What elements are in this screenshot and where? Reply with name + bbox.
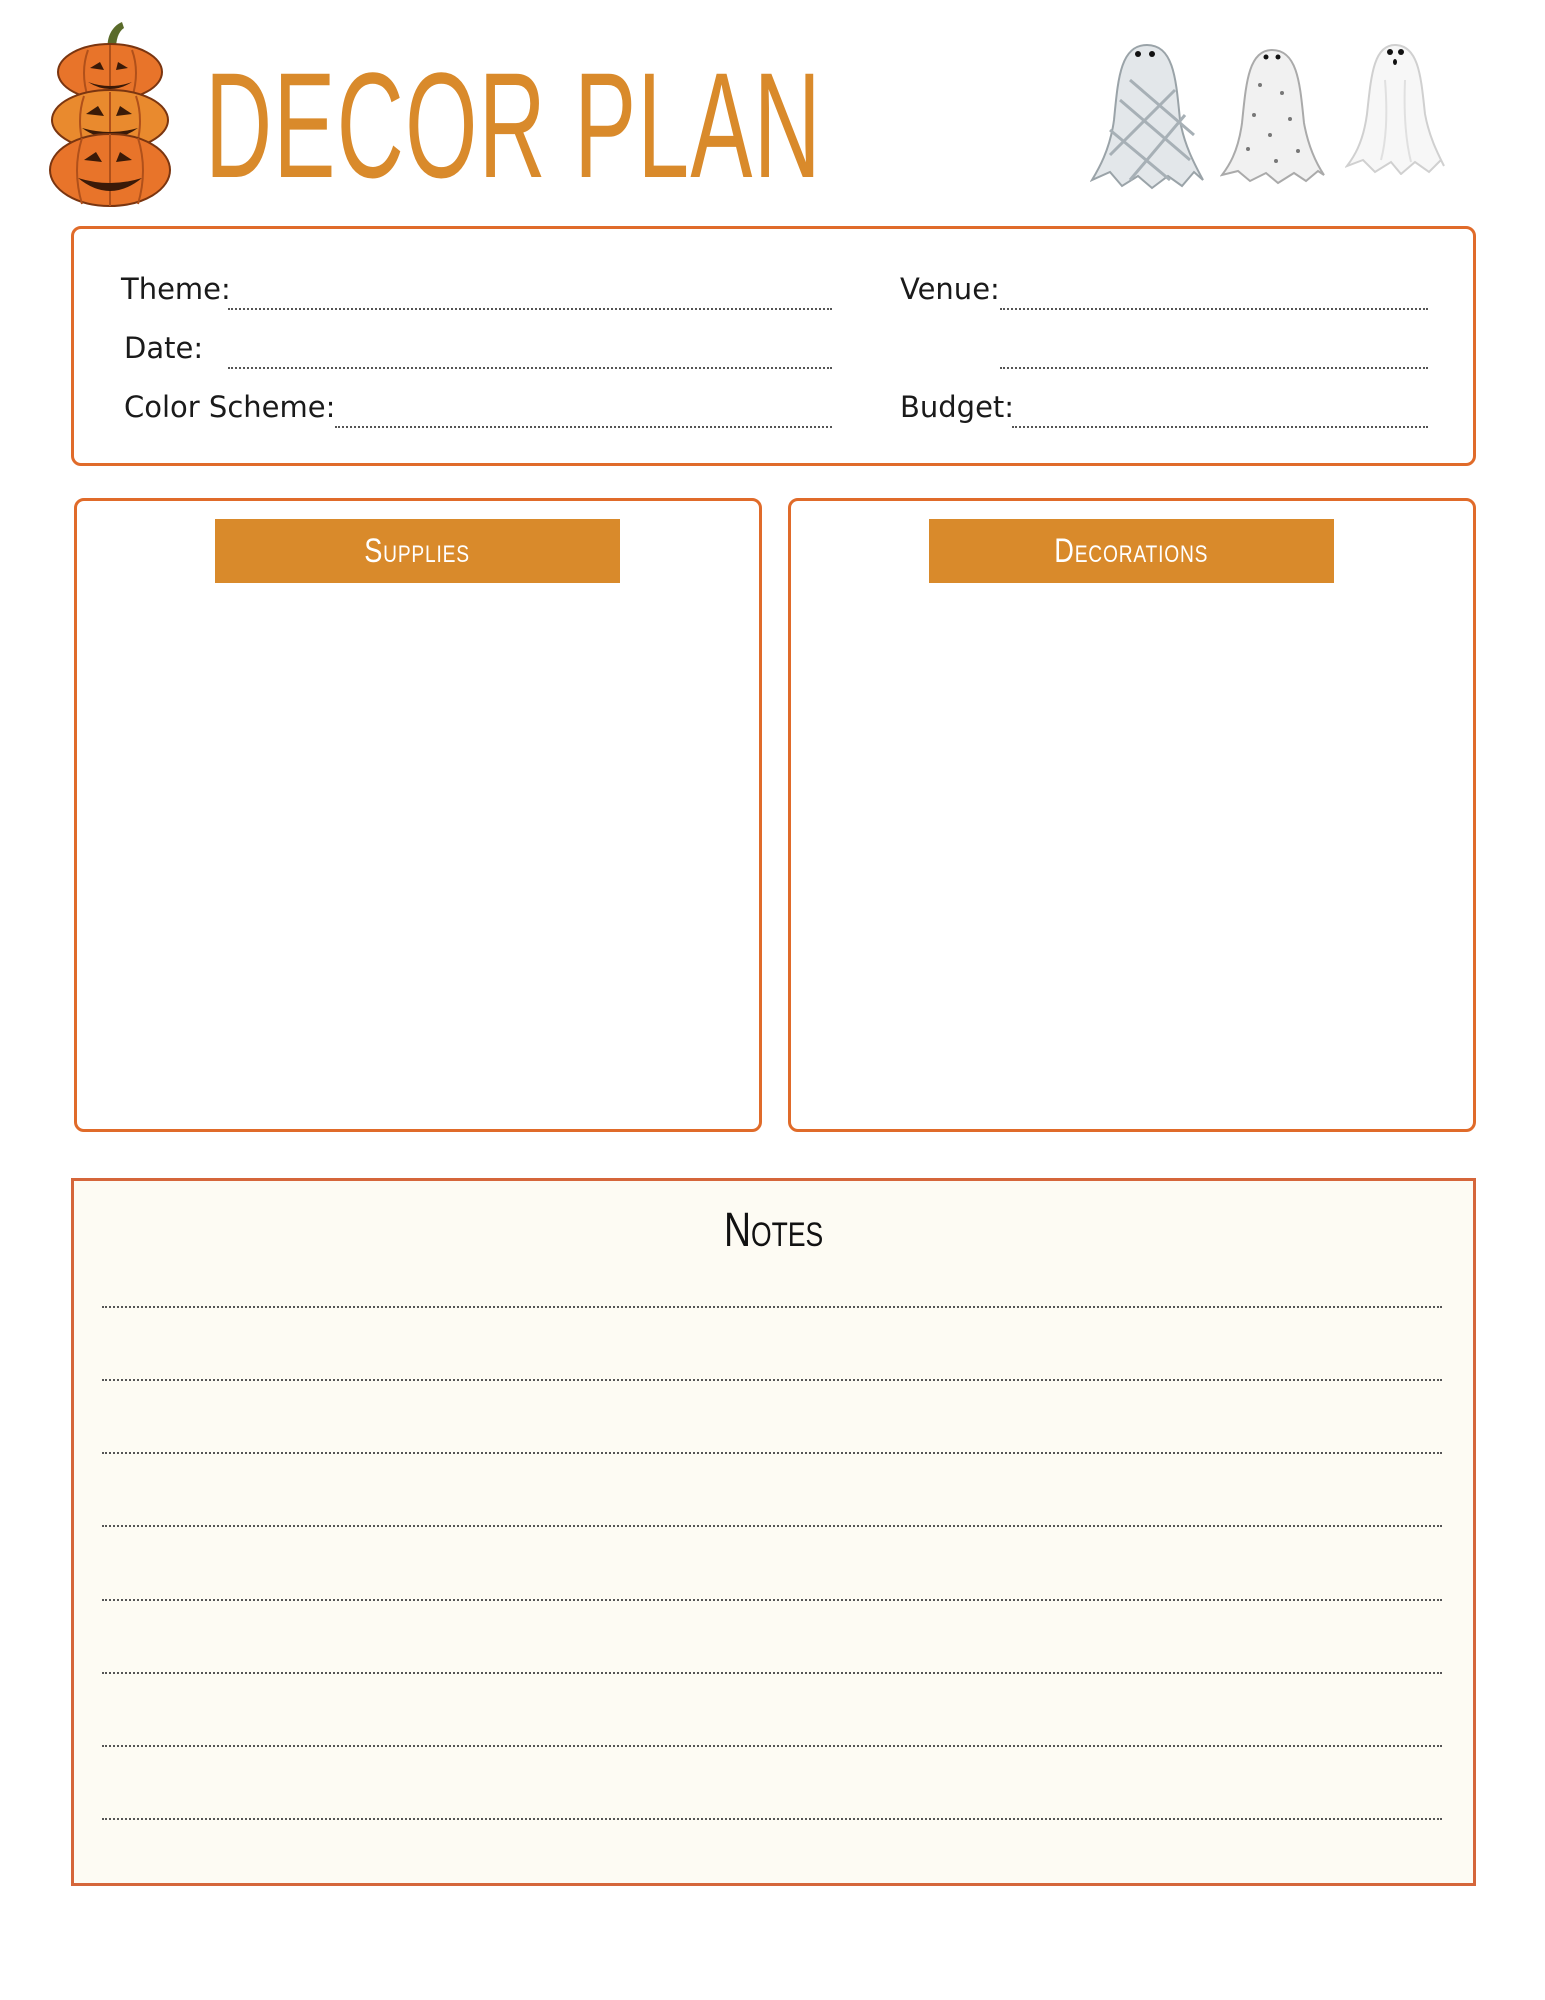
notes-line[interactable] [102,1745,1442,1747]
page-title: DECOR PLAN [205,41,823,209]
supplies-banner [215,519,620,583]
venue-field[interactable] [1000,308,1428,310]
event-info-panel [71,226,1476,466]
notes-line[interactable] [102,1525,1442,1527]
decorations-panel[interactable] [788,498,1476,1132]
theme-label: Theme: [121,272,231,306]
date-field[interactable] [228,367,832,369]
theme-field[interactable] [228,308,832,310]
supplies-panel[interactable] [74,498,762,1132]
decorations-title: Decorations [1054,531,1209,570]
date-label: Date: [124,331,204,365]
notes-line[interactable] [102,1452,1442,1454]
notes-panel [71,1178,1476,1886]
ghost-white-icon [1345,40,1445,175]
ghost-patterned-icon [1220,45,1325,185]
budget-field[interactable] [1012,426,1428,428]
color-scheme-field[interactable] [335,426,832,428]
venue-field-line-2[interactable] [1000,367,1428,369]
notes-line[interactable] [102,1818,1442,1820]
notes-line[interactable] [102,1599,1442,1601]
budget-label: Budget: [900,390,1015,424]
notes-title: Notes [723,1204,824,1257]
notes-line[interactable] [102,1379,1442,1381]
notes-line[interactable] [102,1306,1442,1308]
supplies-title: Supplies [364,531,471,570]
color-scheme-label: Color Scheme: [124,390,336,424]
notes-line[interactable] [102,1672,1442,1674]
venue-label: Venue: [900,272,1000,306]
decorations-banner [929,519,1334,583]
jack-o-lantern-stack-icon [48,20,173,210]
ghost-plaid-icon [1090,40,1205,190]
